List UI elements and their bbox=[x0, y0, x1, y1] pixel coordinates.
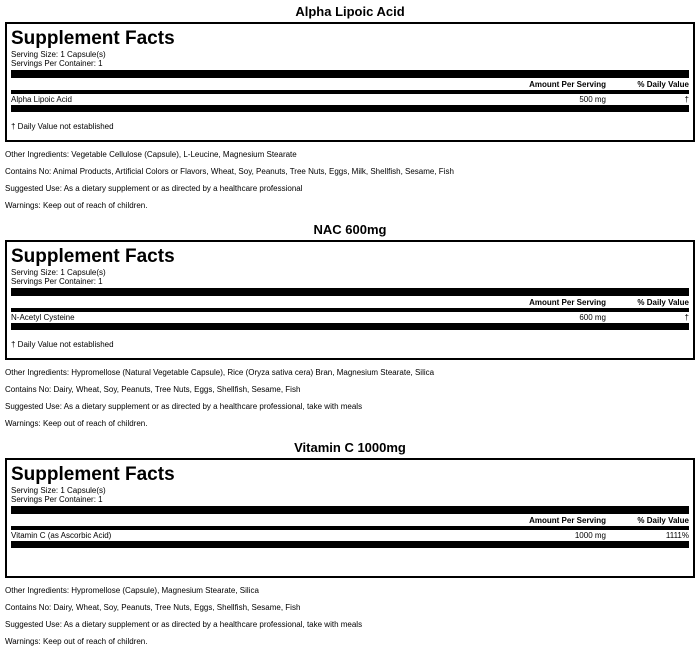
column-amount-label: Amount Per Serving bbox=[529, 516, 606, 525]
column-dv-label: % Daily Value bbox=[637, 80, 689, 89]
product-title: Alpha Lipoic Acid bbox=[295, 4, 405, 19]
column-dv-label: % Daily Value bbox=[637, 516, 689, 525]
product-alpha-lipoic-acid bbox=[0, 0, 700, 218]
other-ingredients: Other Ingredients: Hypromellose (Natural Vegetable Capsule), Rice (Oryza sativa cera) Bran, Magnesium Stearate, Silica bbox=[5, 368, 435, 377]
divider-bottom bbox=[11, 541, 689, 548]
daily-value-note: † Daily Value not established bbox=[11, 340, 114, 349]
other-ingredients: Other Ingredients: Hypromellose (Capsule), Magnesium Stearate, Silica bbox=[5, 586, 259, 595]
warnings: Warnings: Keep out of reach of children. bbox=[5, 637, 148, 646]
divider-bottom bbox=[11, 105, 689, 112]
suggested-use: Suggested Use: As a dietary supplement or as directed by a healthcare professional, take with meals bbox=[5, 402, 363, 411]
product-title: Vitamin C 1000mg bbox=[294, 440, 406, 455]
facts-heading: Supplement Facts bbox=[11, 28, 175, 49]
ingredient-daily-value: 1111% bbox=[665, 531, 689, 540]
daily-value-note: † Daily Value not established bbox=[11, 122, 114, 131]
facts-header-row bbox=[11, 297, 689, 308]
contains-no: Contains No: Dairy, Wheat, Soy, Peanuts, Tree Nuts, Eggs, Shellfish, Sesame, Fish bbox=[5, 603, 301, 612]
column-amount-label: Amount Per Serving bbox=[529, 298, 606, 307]
warnings: Warnings: Keep out of reach of children. bbox=[5, 201, 148, 210]
contains-no: Contains No: Dairy, Wheat, Soy, Peanuts, Tree Nuts, Eggs, Shellfish, Sesame, Fish bbox=[5, 385, 301, 394]
ingredient-row bbox=[11, 312, 689, 323]
ingredient-name: N-Acetyl Cysteine bbox=[11, 313, 75, 322]
divider-thick bbox=[11, 288, 689, 296]
servings-per-container: Servings Per Container: 1 bbox=[11, 59, 103, 68]
product-title: NAC 600mg bbox=[313, 222, 387, 237]
facts-heading: Supplement Facts bbox=[11, 246, 175, 267]
column-dv-label: % Daily Value bbox=[637, 298, 689, 307]
daily-value-note bbox=[11, 558, 689, 572]
supplement-facts-panel bbox=[5, 458, 695, 578]
divider-thick bbox=[11, 506, 689, 514]
serving-size: Serving Size: 1 Capsule(s) bbox=[11, 50, 106, 59]
ingredient-row bbox=[11, 94, 689, 105]
column-amount-label: Amount Per Serving bbox=[529, 80, 606, 89]
supplement-facts-panel bbox=[5, 240, 695, 360]
suggested-use: Suggested Use: As a dietary supplement or as directed by a healthcare professional, take with meals bbox=[5, 620, 363, 629]
other-ingredients: Other Ingredients: Vegetable Cellulose (Capsule), L-Leucine, Magnesium Stearate bbox=[5, 150, 297, 159]
ingredient-name: Vitamin C (as Ascorbic Acid) bbox=[11, 531, 112, 540]
ingredient-name: Alpha Lipoic Acid bbox=[11, 95, 72, 104]
ingredient-amount: 1000 mg bbox=[574, 531, 606, 540]
serving-size: Serving Size: 1 Capsule(s) bbox=[11, 486, 106, 495]
ingredient-amount: 500 mg bbox=[579, 95, 606, 104]
ingredient-daily-value: † bbox=[684, 313, 689, 322]
facts-header-row bbox=[11, 515, 689, 526]
divider-bottom bbox=[11, 323, 689, 330]
servings-per-container: Servings Per Container: 1 bbox=[11, 277, 103, 286]
ingredient-daily-value: † bbox=[684, 95, 689, 104]
ingredient-amount: 600 mg bbox=[579, 313, 606, 322]
supplement-facts-panel bbox=[5, 22, 695, 142]
warnings: Warnings: Keep out of reach of children. bbox=[5, 419, 148, 428]
contains-no: Contains No: Animal Products, Artificial Colors or Flavors, Wheat, Soy, Peanuts, Tree Nuts, Eggs, Milk, Shellfish, Sesame, Fish bbox=[5, 167, 454, 176]
facts-heading: Supplement Facts bbox=[11, 464, 175, 485]
suggested-use: Suggested Use: As a dietary supplement or as directed by a healthcare professional bbox=[5, 184, 303, 193]
product-nac-600mg bbox=[0, 218, 700, 436]
product-vitamin-c-1000mg bbox=[0, 436, 700, 654]
servings-per-container: Servings Per Container: 1 bbox=[11, 495, 103, 504]
ingredient-row bbox=[11, 530, 689, 541]
divider-thick bbox=[11, 70, 689, 78]
facts-header-row bbox=[11, 79, 689, 90]
serving-size: Serving Size: 1 Capsule(s) bbox=[11, 268, 106, 277]
